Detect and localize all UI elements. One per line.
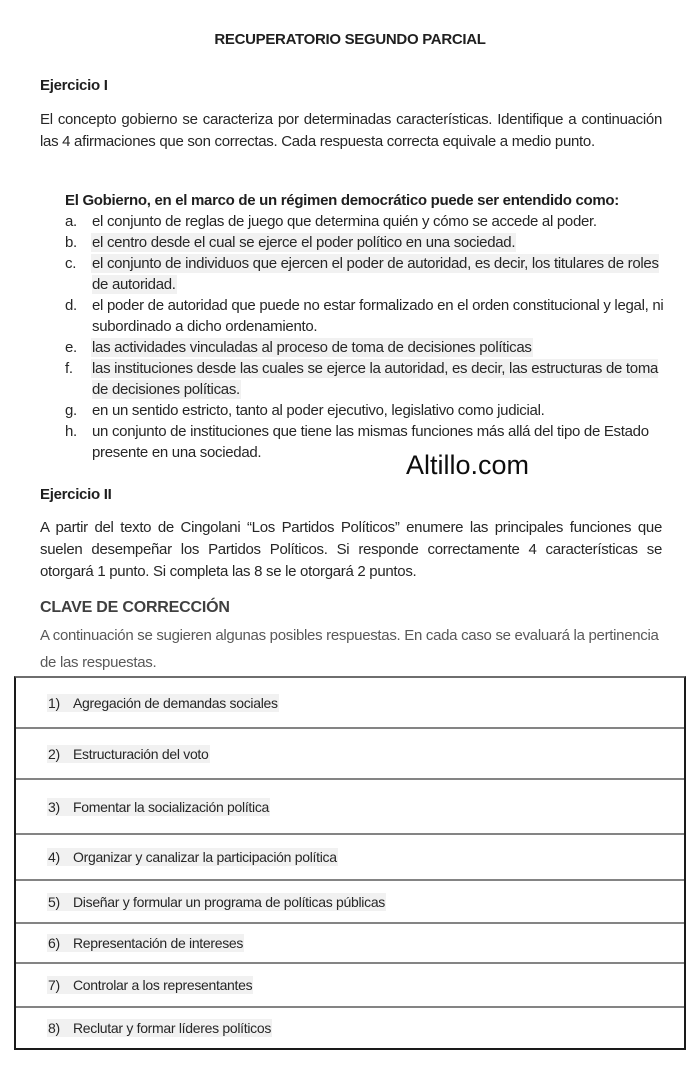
table-row bbox=[16, 778, 684, 833]
exercise2-body: A partir del texto de Cingolani “Los Partidos Políticos” enumere las principales funciones que suelen desempeñar los Partidos Políticos. Si responde correctamente 4 características se otorgará 1 punto. Si completa las 8 se le otorgará 2 puntos. bbox=[40, 519, 662, 580]
option-text: el conjunto de individuos que ejercen el poder de autoridad, es decir, los titulares de roles de autoridad. bbox=[92, 255, 659, 293]
row-text: Agregación de demandas sociales bbox=[73, 694, 278, 711]
altillo-watermark: Altillo.com bbox=[406, 450, 530, 480]
row-text: Representación de intereses bbox=[73, 935, 244, 951]
row-number: 8) bbox=[48, 1020, 73, 1036]
option-c bbox=[65, 253, 700, 295]
table-row bbox=[16, 833, 684, 879]
option-f bbox=[65, 358, 700, 400]
row-number: 5) bbox=[48, 894, 73, 910]
answer-key-heading: CLAVE DE CORRECCIÓN bbox=[40, 599, 230, 616]
option-text: el conjunto de reglas de juego que determina quién y cómo se accede al poder. bbox=[92, 213, 597, 230]
option-text: en un sentido estricto, tanto al poder ejecutivo, legislativo como judicial. bbox=[92, 402, 545, 419]
options-list bbox=[65, 211, 700, 463]
option-letter: b. bbox=[65, 234, 77, 251]
row-text: Organizar y canalizar la participación política bbox=[73, 849, 337, 865]
document-title: RECUPERATORIO SEGUNDO PARCIAL bbox=[214, 31, 486, 48]
row-number: 7) bbox=[48, 977, 73, 993]
table-row bbox=[16, 879, 684, 922]
answer-key-table bbox=[14, 676, 686, 1050]
exercise1-question-block bbox=[65, 190, 700, 463]
option-letter: g. bbox=[65, 402, 77, 419]
exercise2-heading: Ejercicio II bbox=[40, 486, 112, 503]
option-text: las actividades vinculadas al proceso de toma de decisiones políticas bbox=[92, 339, 532, 356]
row-number: 4) bbox=[48, 849, 73, 865]
table-row bbox=[16, 1006, 684, 1048]
answer-key-note: A continuación se sugieren algunas posibles respuestas. En cada caso se evaluará la pertinencia de las respuestas. bbox=[40, 627, 659, 671]
option-d bbox=[65, 295, 700, 337]
table-row bbox=[16, 922, 684, 962]
exercise1-question: El Gobierno, en el marco de un régimen democrático puede ser entendido como: bbox=[65, 192, 619, 209]
row-number: 2) bbox=[48, 746, 73, 762]
option-letter: a. bbox=[65, 213, 77, 230]
table-row bbox=[16, 962, 684, 1006]
option-g bbox=[65, 400, 700, 421]
option-text: un conjunto de instituciones que tiene las mismas funciones más allá del tipo de Estado presente en una sociedad. bbox=[92, 423, 649, 461]
option-text: el centro desde el cual se ejerce el poder político en una sociedad. bbox=[92, 234, 516, 251]
option-h bbox=[65, 421, 700, 463]
row-text: Reclutar y formar líderes políticos bbox=[73, 1020, 272, 1036]
option-e bbox=[65, 337, 700, 358]
option-text: el poder de autoridad que puede no estar formalizado en el orden constitucional y legal, ni subordinado a dicho ordenamiento. bbox=[92, 297, 664, 335]
exercise1-heading: Ejercicio I bbox=[40, 77, 108, 94]
row-text: Diseñar y formular un programa de políticas públicas bbox=[73, 893, 385, 910]
exercise1-intro: El concepto gobierno se caracteriza por determinadas características. Identifique a continuación las 4 afirmaciones que son correctas. Cada respuesta correcta equivale a medio punto. bbox=[40, 111, 662, 150]
row-text: Fomentar la socialización política bbox=[73, 798, 270, 815]
row-number: 3) bbox=[48, 799, 73, 815]
option-letter: c. bbox=[65, 255, 77, 272]
row-number: 1) bbox=[48, 695, 73, 711]
row-text: Controlar a los representantes bbox=[73, 977, 253, 993]
row-text: Estructuración del voto bbox=[73, 745, 209, 762]
option-text: las instituciones desde las cuales se ejerce la autoridad, es decir, las estructuras de toma de decisiones políticas. bbox=[92, 360, 659, 398]
table-row bbox=[16, 678, 684, 727]
option-letter: h. bbox=[65, 423, 77, 440]
option-letter: f. bbox=[65, 360, 73, 377]
row-number: 6) bbox=[48, 935, 73, 951]
option-a bbox=[65, 211, 700, 232]
option-b bbox=[65, 232, 700, 253]
option-letter: d. bbox=[65, 297, 77, 314]
option-letter: e. bbox=[65, 339, 77, 356]
table-row bbox=[16, 727, 684, 778]
